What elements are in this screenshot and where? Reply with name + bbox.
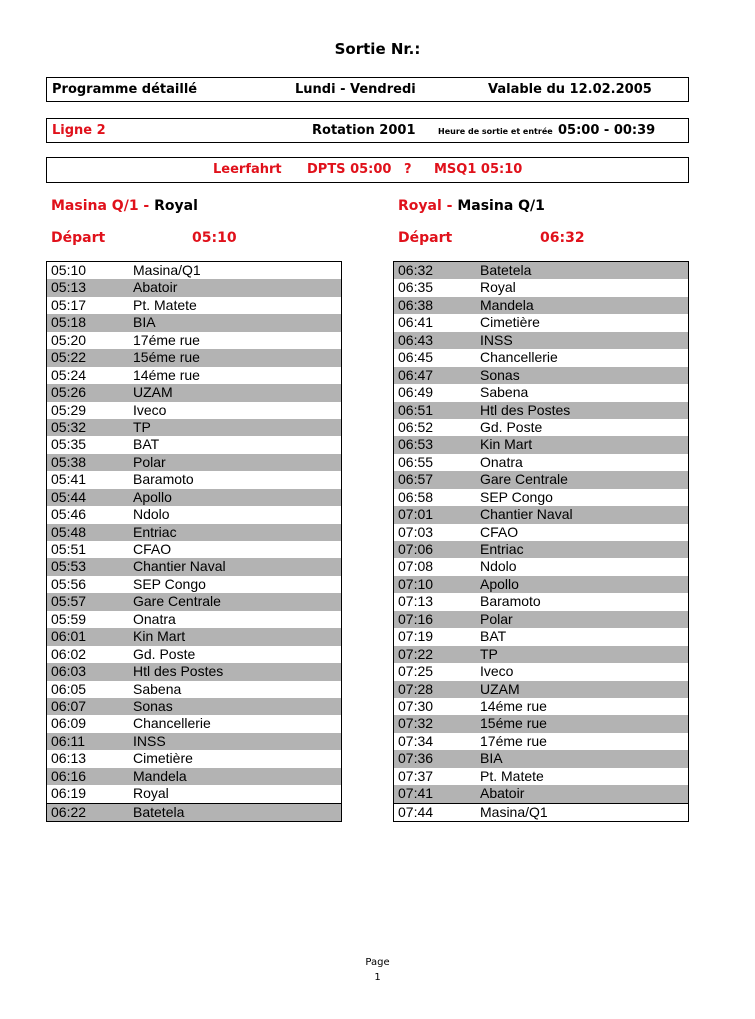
page-title: Sortie Nr.:	[334, 40, 421, 58]
left-depart-label: Départ	[51, 230, 106, 246]
right-timetable	[393, 261, 689, 822]
row-time: 06:35	[398, 279, 434, 296]
empty-run-label: Leerfahrt	[213, 162, 282, 177]
row-time: 05:56	[51, 575, 87, 592]
row-time: 06:01	[51, 628, 87, 645]
row-stop: Apollo	[480, 575, 519, 592]
row-time: 06:45	[398, 349, 434, 366]
table-row	[47, 279, 341, 296]
row-stop: Pt. Matete	[480, 767, 544, 784]
row-stop: Baramoto	[480, 593, 541, 610]
hours-label: Heure de sortie et entrée	[438, 127, 553, 136]
table-row	[394, 349, 688, 366]
row-stop: Cimetière	[133, 750, 193, 767]
table-row	[47, 402, 341, 419]
table-row	[394, 541, 688, 558]
page-label: Page	[365, 957, 390, 968]
right-route-to: Masina Q/1	[457, 198, 545, 214]
row-time: 05:20	[51, 331, 87, 348]
table-row	[47, 489, 341, 506]
table-row	[47, 803, 341, 821]
row-time: 06:55	[398, 453, 434, 470]
row-stop: Entriac	[133, 523, 177, 540]
row-stop: INSS	[480, 331, 513, 348]
table-row	[47, 436, 341, 453]
row-time: 05:26	[51, 384, 87, 401]
row-time: 05:35	[51, 436, 87, 453]
row-time: 07:37	[398, 767, 434, 784]
right-route-from: Royal -	[398, 198, 453, 214]
row-time: 06:38	[398, 296, 434, 313]
left-route-heading	[51, 198, 198, 214]
row-time: 06:49	[398, 384, 434, 401]
row-time: 06:53	[398, 436, 434, 453]
table-row	[47, 262, 341, 279]
row-stop: Masina/Q1	[480, 803, 548, 820]
table-row	[394, 297, 688, 314]
row-stop: Abatoir	[480, 785, 525, 802]
table-row	[394, 681, 688, 698]
right-route-heading	[398, 198, 545, 214]
row-stop: Royal	[480, 279, 516, 296]
row-time: 06:57	[398, 471, 434, 488]
table-row	[47, 454, 341, 471]
row-stop: Mandela	[133, 767, 187, 784]
empty-run-msq: MSQ1 05:10	[434, 162, 523, 177]
table-row	[394, 279, 688, 296]
row-stop: UZAM	[480, 680, 520, 697]
row-time: 07:13	[398, 593, 434, 610]
row-stop: Abatoir	[133, 279, 178, 296]
table-row	[47, 611, 341, 628]
row-stop: 14éme rue	[133, 366, 200, 383]
row-time: 05:38	[51, 453, 87, 470]
table-row	[394, 768, 688, 785]
row-stop: Apollo	[133, 488, 172, 505]
row-stop: 17éme rue	[480, 732, 547, 749]
line-box	[46, 118, 689, 143]
left-route-from: Masina Q/1 -	[51, 198, 150, 214]
row-stop: Masina/Q1	[133, 262, 201, 278]
row-time: 05:22	[51, 349, 87, 366]
line-label: Ligne 2	[52, 123, 106, 138]
table-row	[47, 314, 341, 331]
row-time: 06:05	[51, 680, 87, 697]
left-depart-time: 05:10	[192, 230, 237, 246]
table-row	[394, 471, 688, 488]
row-stop: Baramoto	[133, 471, 194, 488]
table-row	[394, 733, 688, 750]
row-time: 05:24	[51, 366, 87, 383]
row-stop: Gd. Poste	[133, 645, 196, 662]
row-stop: BIA	[480, 750, 503, 767]
row-time: 05:13	[51, 279, 87, 296]
row-time: 05:57	[51, 593, 87, 610]
row-time: 07:22	[398, 645, 434, 662]
row-time: 05:46	[51, 506, 87, 523]
left-route-to: Royal	[154, 198, 198, 214]
table-row	[47, 715, 341, 732]
table-row	[394, 402, 688, 419]
row-time: 06:13	[51, 750, 87, 767]
row-stop: CFAO	[133, 541, 172, 557]
row-stop: Polar	[133, 453, 166, 470]
row-time: 05:48	[51, 523, 87, 540]
table-row	[394, 419, 688, 436]
row-stop: BAT	[133, 436, 160, 453]
left-timetable	[46, 261, 342, 822]
row-stop: Sonas	[133, 697, 173, 714]
row-stop: Chancellerie	[133, 715, 211, 732]
row-stop: Htl des Postes	[480, 401, 571, 418]
table-row	[47, 471, 341, 488]
table-row	[47, 541, 341, 558]
row-stop: BIA	[133, 314, 156, 331]
row-time: 07:41	[398, 785, 434, 802]
row-time: 06:32	[398, 262, 434, 278]
row-stop: TP	[480, 645, 498, 662]
table-row	[47, 558, 341, 575]
table-row	[47, 506, 341, 523]
row-time: 07:08	[398, 558, 434, 575]
row-stop: 15éme rue	[133, 349, 200, 366]
table-row	[394, 785, 688, 802]
validity-label: Valable du 12.02.2005	[488, 82, 652, 97]
right-depart-time: 06:32	[540, 230, 585, 246]
table-row	[47, 750, 341, 767]
row-time: 06:07	[51, 697, 87, 714]
table-row	[394, 628, 688, 645]
table-row	[394, 524, 688, 541]
row-stop: Cimetière	[480, 314, 540, 331]
hours-value: 05:00 - 00:39	[558, 123, 656, 138]
row-time: 05:17	[51, 296, 87, 313]
row-time: 07:01	[398, 506, 434, 523]
table-row	[394, 663, 688, 680]
days-label: Lundi - Vendredi	[295, 82, 416, 97]
row-stop: Htl des Postes	[133, 663, 224, 680]
rotation-label: Rotation 2001	[312, 123, 416, 138]
row-stop: Kin Mart	[133, 628, 186, 645]
table-row	[47, 681, 341, 698]
table-row	[47, 332, 341, 349]
row-time: 05:29	[51, 401, 87, 418]
row-time: 07:03	[398, 523, 434, 540]
row-time: 05:32	[51, 418, 87, 435]
table-row	[394, 593, 688, 610]
row-stop: Royal	[133, 785, 169, 802]
table-row	[47, 349, 341, 366]
row-stop: UZAM	[133, 384, 173, 401]
table-row	[47, 646, 341, 663]
empty-run-box	[46, 157, 689, 183]
table-row	[47, 768, 341, 785]
row-stop: Chancellerie	[480, 349, 558, 366]
table-row	[394, 436, 688, 453]
row-stop: TP	[133, 418, 151, 435]
row-stop: Batetela	[133, 803, 185, 820]
table-row	[394, 367, 688, 384]
table-row	[394, 454, 688, 471]
empty-run-separator: ?	[404, 162, 412, 177]
row-time: 06:43	[398, 331, 434, 348]
row-stop: 17éme rue	[133, 331, 200, 348]
row-stop: SEP Congo	[133, 575, 206, 592]
row-time: 05:41	[51, 471, 87, 488]
row-time: 07:16	[398, 610, 434, 627]
table-row	[394, 384, 688, 401]
row-stop: CFAO	[480, 523, 519, 540]
row-time: 06:41	[398, 314, 434, 331]
table-row	[394, 314, 688, 331]
row-stop: Mandela	[480, 296, 534, 313]
row-time: 07:19	[398, 628, 434, 645]
row-time: 07:25	[398, 663, 434, 680]
row-time: 05:44	[51, 488, 87, 505]
programme-header-box	[46, 77, 689, 102]
row-stop: Iveco	[480, 663, 514, 680]
table-row	[47, 297, 341, 314]
row-stop: Onatra	[133, 610, 176, 627]
row-stop: Gare Centrale	[133, 593, 221, 610]
page-number: 1	[374, 972, 381, 983]
row-stop: Iveco	[133, 401, 167, 418]
row-stop: Sonas	[480, 366, 520, 383]
row-time: 06:52	[398, 418, 434, 435]
table-row	[47, 367, 341, 384]
row-stop: SEP Congo	[480, 488, 553, 505]
table-row	[394, 715, 688, 732]
table-row	[394, 489, 688, 506]
row-time: 06:03	[51, 663, 87, 680]
table-row	[47, 628, 341, 645]
row-stop: 14éme rue	[480, 697, 547, 714]
right-depart-label: Départ	[398, 230, 453, 246]
row-time: 07:10	[398, 575, 434, 592]
row-time: 05:59	[51, 610, 87, 627]
table-row	[394, 506, 688, 523]
row-time: 07:30	[398, 697, 434, 714]
table-row	[394, 576, 688, 593]
row-time: 07:36	[398, 750, 434, 767]
table-row	[47, 419, 341, 436]
table-row	[394, 558, 688, 575]
row-time: 07:28	[398, 680, 434, 697]
row-stop: Sabena	[133, 680, 182, 697]
row-stop: Ndolo	[480, 558, 517, 575]
row-stop: Chantier Naval	[133, 558, 226, 575]
row-time: 05:18	[51, 314, 87, 331]
row-stop: INSS	[133, 732, 166, 749]
table-row	[47, 384, 341, 401]
row-time: 06:09	[51, 715, 87, 732]
row-time: 06:58	[398, 488, 434, 505]
page-footer	[0, 955, 755, 985]
row-stop: Gd. Poste	[480, 418, 543, 435]
row-time: 06:47	[398, 366, 434, 383]
row-time: 07:34	[398, 732, 434, 749]
row-time: 05:10	[51, 262, 87, 278]
table-row	[47, 785, 341, 802]
table-row	[47, 663, 341, 680]
table-row	[394, 332, 688, 349]
table-row	[394, 646, 688, 663]
table-row	[47, 698, 341, 715]
row-stop: Pt. Matete	[133, 296, 197, 313]
table-row	[394, 262, 688, 279]
table-row	[47, 733, 341, 750]
row-time: 05:51	[51, 541, 87, 557]
row-stop: Sabena	[480, 384, 529, 401]
table-row	[47, 524, 341, 541]
row-time: 06:11	[51, 732, 85, 749]
table-row	[47, 593, 341, 610]
row-time: 06:16	[51, 767, 87, 784]
row-stop: Onatra	[480, 453, 523, 470]
row-stop: Polar	[480, 610, 513, 627]
row-stop: Ndolo	[133, 506, 170, 523]
row-time: 07:06	[398, 541, 434, 557]
table-row	[394, 750, 688, 767]
row-time: 06:22	[51, 803, 87, 820]
row-time: 06:51	[398, 401, 434, 418]
table-row	[47, 576, 341, 593]
table-row	[394, 611, 688, 628]
row-stop: Kin Mart	[480, 436, 533, 453]
table-row	[394, 803, 688, 821]
row-stop: BAT	[480, 628, 507, 645]
table-row	[394, 698, 688, 715]
row-stop: Entriac	[480, 541, 524, 557]
programme-label: Programme détaillé	[52, 82, 198, 97]
row-time: 07:44	[398, 803, 434, 820]
row-time: 05:53	[51, 558, 87, 575]
empty-run-dpts: DPTS 05:00	[307, 162, 392, 177]
row-stop: 15éme rue	[480, 715, 547, 732]
row-time: 06:19	[51, 785, 87, 802]
row-time: 06:02	[51, 645, 87, 662]
row-time: 07:32	[398, 715, 434, 732]
row-stop: Gare Centrale	[480, 471, 568, 488]
row-stop: Batetela	[480, 262, 532, 278]
row-stop: Chantier Naval	[480, 506, 573, 523]
